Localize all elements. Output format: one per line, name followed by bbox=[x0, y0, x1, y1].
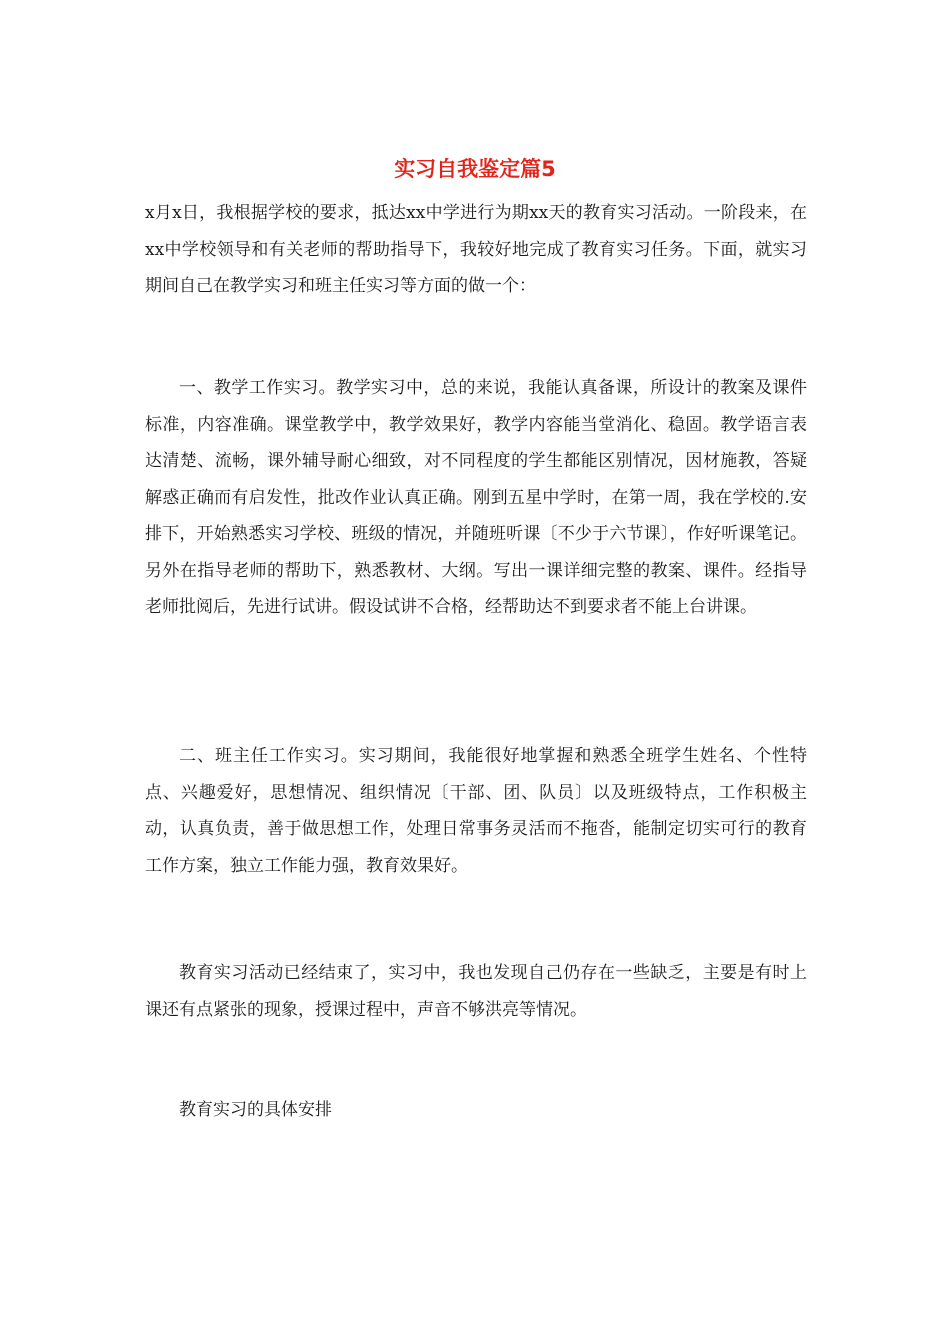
intro-paragraph: x月x日，我根据学校的要求，抵达xx中学进行为期xx天的教育实习活动。一阶段来，在xx中学校领导和有关老师的帮助指导下，我较好地完成了教育实习任务。下面，就实习期间自己在教学实习和班主任实习等方面的做一个： bbox=[145, 203, 807, 296]
arrangement-heading: 教育实习的具体安排 bbox=[179, 1100, 332, 1120]
teaching-practice-paragraph: 一、教学工作实习。教学实习中，总的来说，我能认真备课，所设计的教案及课件标准，内容准确。课堂教学中，教学效果好，教学内容能当堂消化、稳固。教学语言表达清楚、流畅，课外辅导耐心细致，对不同程度的学生都能区别情况，因材施教，答疑解惑正确而有启发性，批改作业认真正确。刚到五星中学时，在第一周，我在学校的.安排下，开始熟悉实习学校、班级的情况，并随班听课〔不少于六节课〕，作好听课笔记。另外在指导老师的帮助下，熟悉教材、大纲。写出一课详细完整的教案、课件。经指导老师批阅后，先进行试讲。假设试讲不合格，经帮助达不到要求者不能上台讲课。 bbox=[145, 378, 807, 617]
shortcomings-paragraph: 教育实习活动已经结束了，实习中，我也发现自己仍存在一些缺乏，主要是有时上课还有点紧张的现象，授课过程中，声音不够洪亮等情况。 bbox=[145, 963, 807, 1020]
document-title: 实习自我鉴定篇5 bbox=[394, 157, 556, 181]
class-teacher-paragraph: 二、班主任工作实习。实习期间，我能很好地掌握和熟悉全班学生姓名、个性特点、兴趣爱好，思想情况、组织情况〔干部、团、队员〕以及班级特点，工作积极主动，认真负责，善于做思想工作，处理日常事务灵活而不拖沓，能制定切实可行的教育工作方案，独立工作能力强，教育效果好。 bbox=[145, 746, 807, 876]
